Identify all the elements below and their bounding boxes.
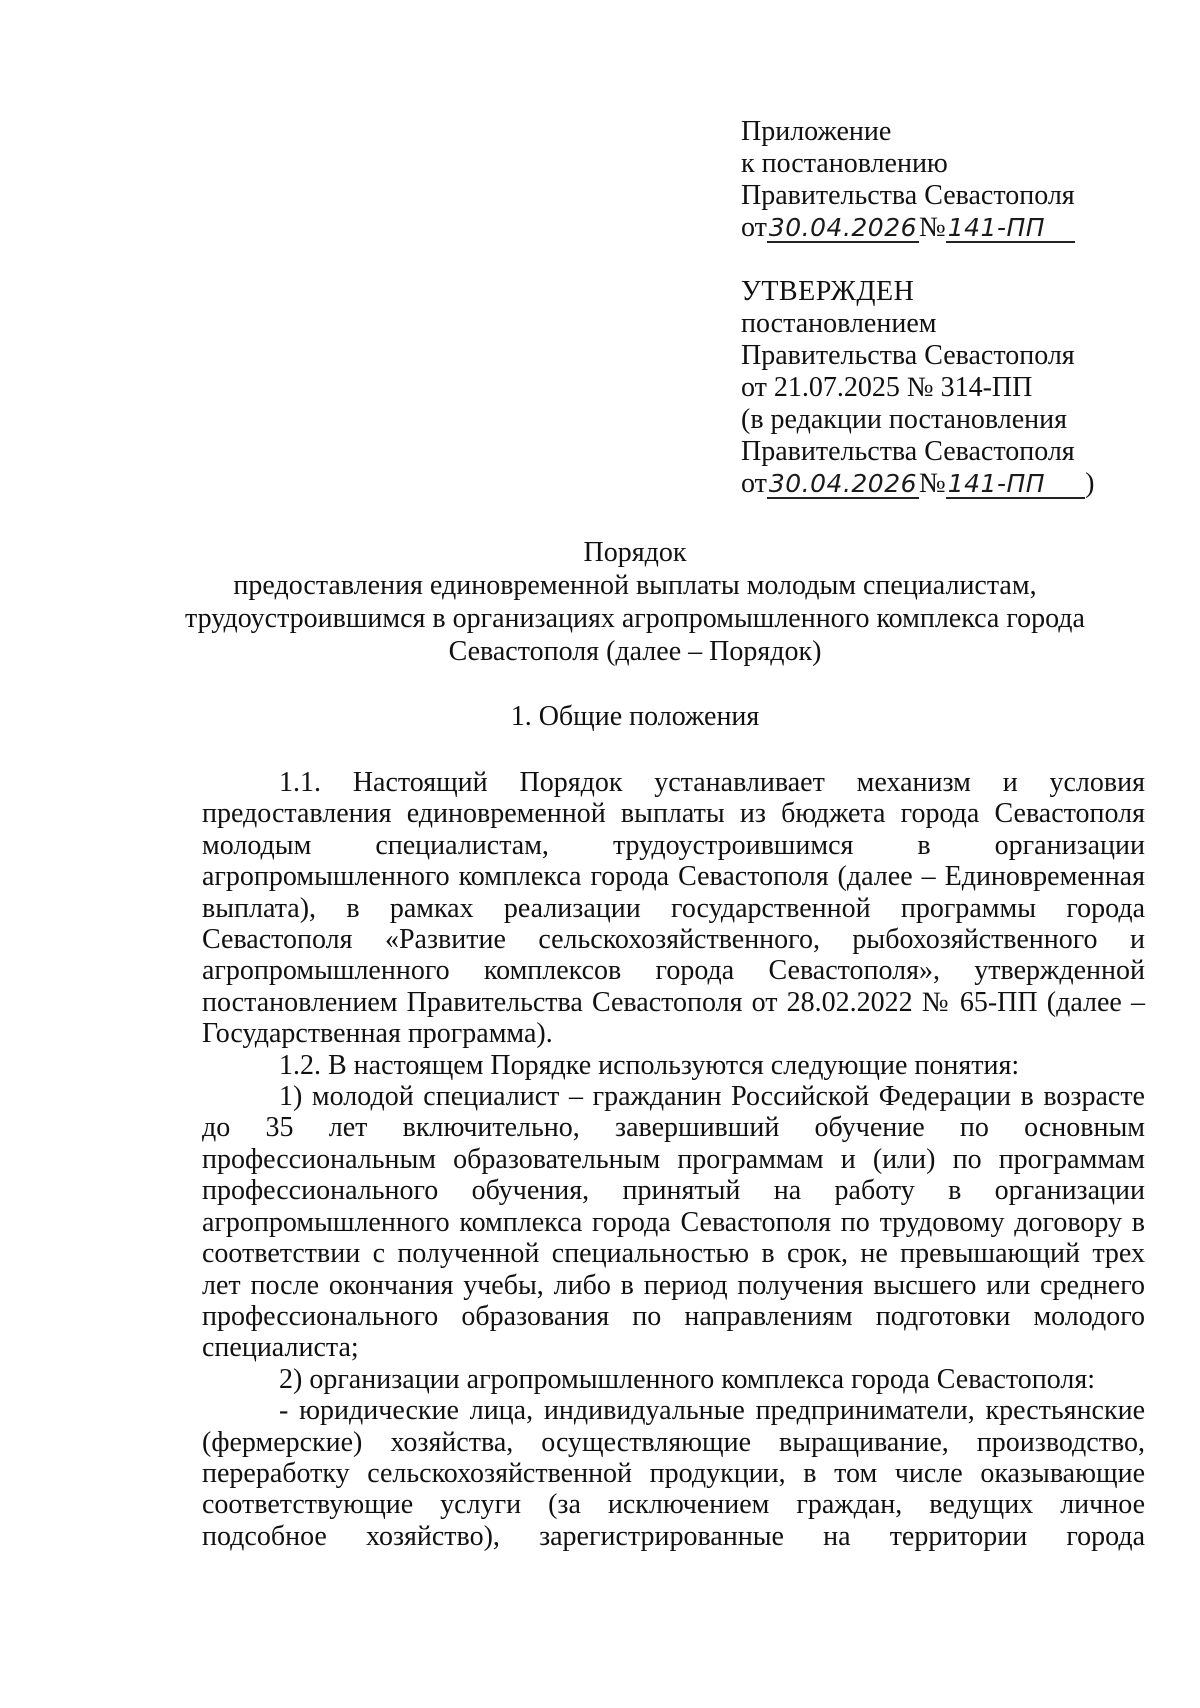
approval-line: Правительства Севастополя xyxy=(741,340,1075,371)
appendix-line: Правительства Севастополя xyxy=(741,180,1075,211)
approval-line: постановлением xyxy=(741,308,937,339)
body-paragraph: 1.1. Настоящий Порядок устанавливает механизм и условия предоставления единовременной выплаты из бюджета города Севастополя молодым специалистам, трудоустроившимся в организации агропромышленного комплекса города Севастополя (далее – Единовременная выплата), в рамках реализации государственной программы города Севастополя «Развитие сельскохозяйственного, рыбохозяйственного и агропромышленного комплексов города Севастополя», утвержденной постановлением Правительства Севастополя от 28.02.2022 № 65-ПП (далее – Государственная программа). xyxy=(202,767,1145,1050)
approval-heading: УТВЕРЖДЕН xyxy=(741,276,915,307)
appendix-date-handwritten: 30.04.2026 xyxy=(768,213,918,242)
body-paragraph: 1.2. В настоящем Порядке используются следующие понятия: xyxy=(279,1049,1020,1081)
document-title xyxy=(170,536,1100,668)
approval-block xyxy=(741,276,1094,500)
approval-number-field xyxy=(946,471,1085,499)
appendix-date-field xyxy=(767,215,919,243)
appendix-number-handwritten: 141-ПП xyxy=(947,213,1046,242)
approval-date-line xyxy=(741,468,1094,500)
document-body xyxy=(202,767,1145,1552)
approval-number-sign: № xyxy=(919,468,946,499)
approval-line: (в редакции постановления xyxy=(741,404,1068,435)
body-paragraph: 1) молодой специалист – гражданин Российской Федерации в возрасте до 35 лет включительно, завершивший обучение по основным профессиональным образовательным программам и (или) по программам профессионального обучения, принятый на работу в организации агропромышленного комплекса города Севастополя по трудовому договору в соответствии с полученной специальностью в срок, не превышающий трех лет после окончания учебы, либо в период получения высшего или среднего профессионального образования по направлениям подготовки молодого специалиста; xyxy=(202,1081,1145,1364)
approval-line: от 21.07.2025 № 314-ПП xyxy=(741,372,1033,403)
appendix-line: Приложение xyxy=(741,116,892,147)
appendix-number-sign: № xyxy=(919,212,946,243)
approval-ot-label: от xyxy=(741,468,767,499)
title-line: трудоустроившимся в организациях агропромышленного комплекса города xyxy=(185,603,1085,634)
appendix-ot-label: от xyxy=(741,212,767,243)
body-paragraph: 2) организации агропромышленного комплекса города Севастополя: xyxy=(279,1363,1096,1395)
approval-number-handwritten: 141-ПП xyxy=(947,469,1046,498)
approval-closing-paren: ) xyxy=(1085,468,1095,499)
approval-line: Правительства Севастополя xyxy=(741,436,1075,467)
title-line: Севастополя (далее – Порядок) xyxy=(448,636,822,667)
appendix-line: к постановлению xyxy=(741,148,948,179)
appendix-block xyxy=(741,116,1075,244)
approval-date-field xyxy=(767,471,919,499)
title-line: Порядок xyxy=(583,537,687,568)
section-heading: 1. Общие положения xyxy=(510,701,760,732)
appendix-date-line xyxy=(741,212,1075,244)
body-paragraph: - юридические лица, индивидуальные предприниматели, крестьянские (фермерские) хозяйства, осуществляющие выращивание, производство, переработку сельскохозяйственной продукции, в том числе оказывающие соответствующие услуги (за исключением граждан, ведущих личное подсобное хозяйство), зарегистрированные на территории города xyxy=(202,1395,1145,1552)
approval-date-handwritten: 30.04.2026 xyxy=(768,469,918,498)
appendix-number-field xyxy=(946,215,1075,243)
title-line: предоставления единовременной выплаты молодым специалистам, xyxy=(233,570,1037,601)
